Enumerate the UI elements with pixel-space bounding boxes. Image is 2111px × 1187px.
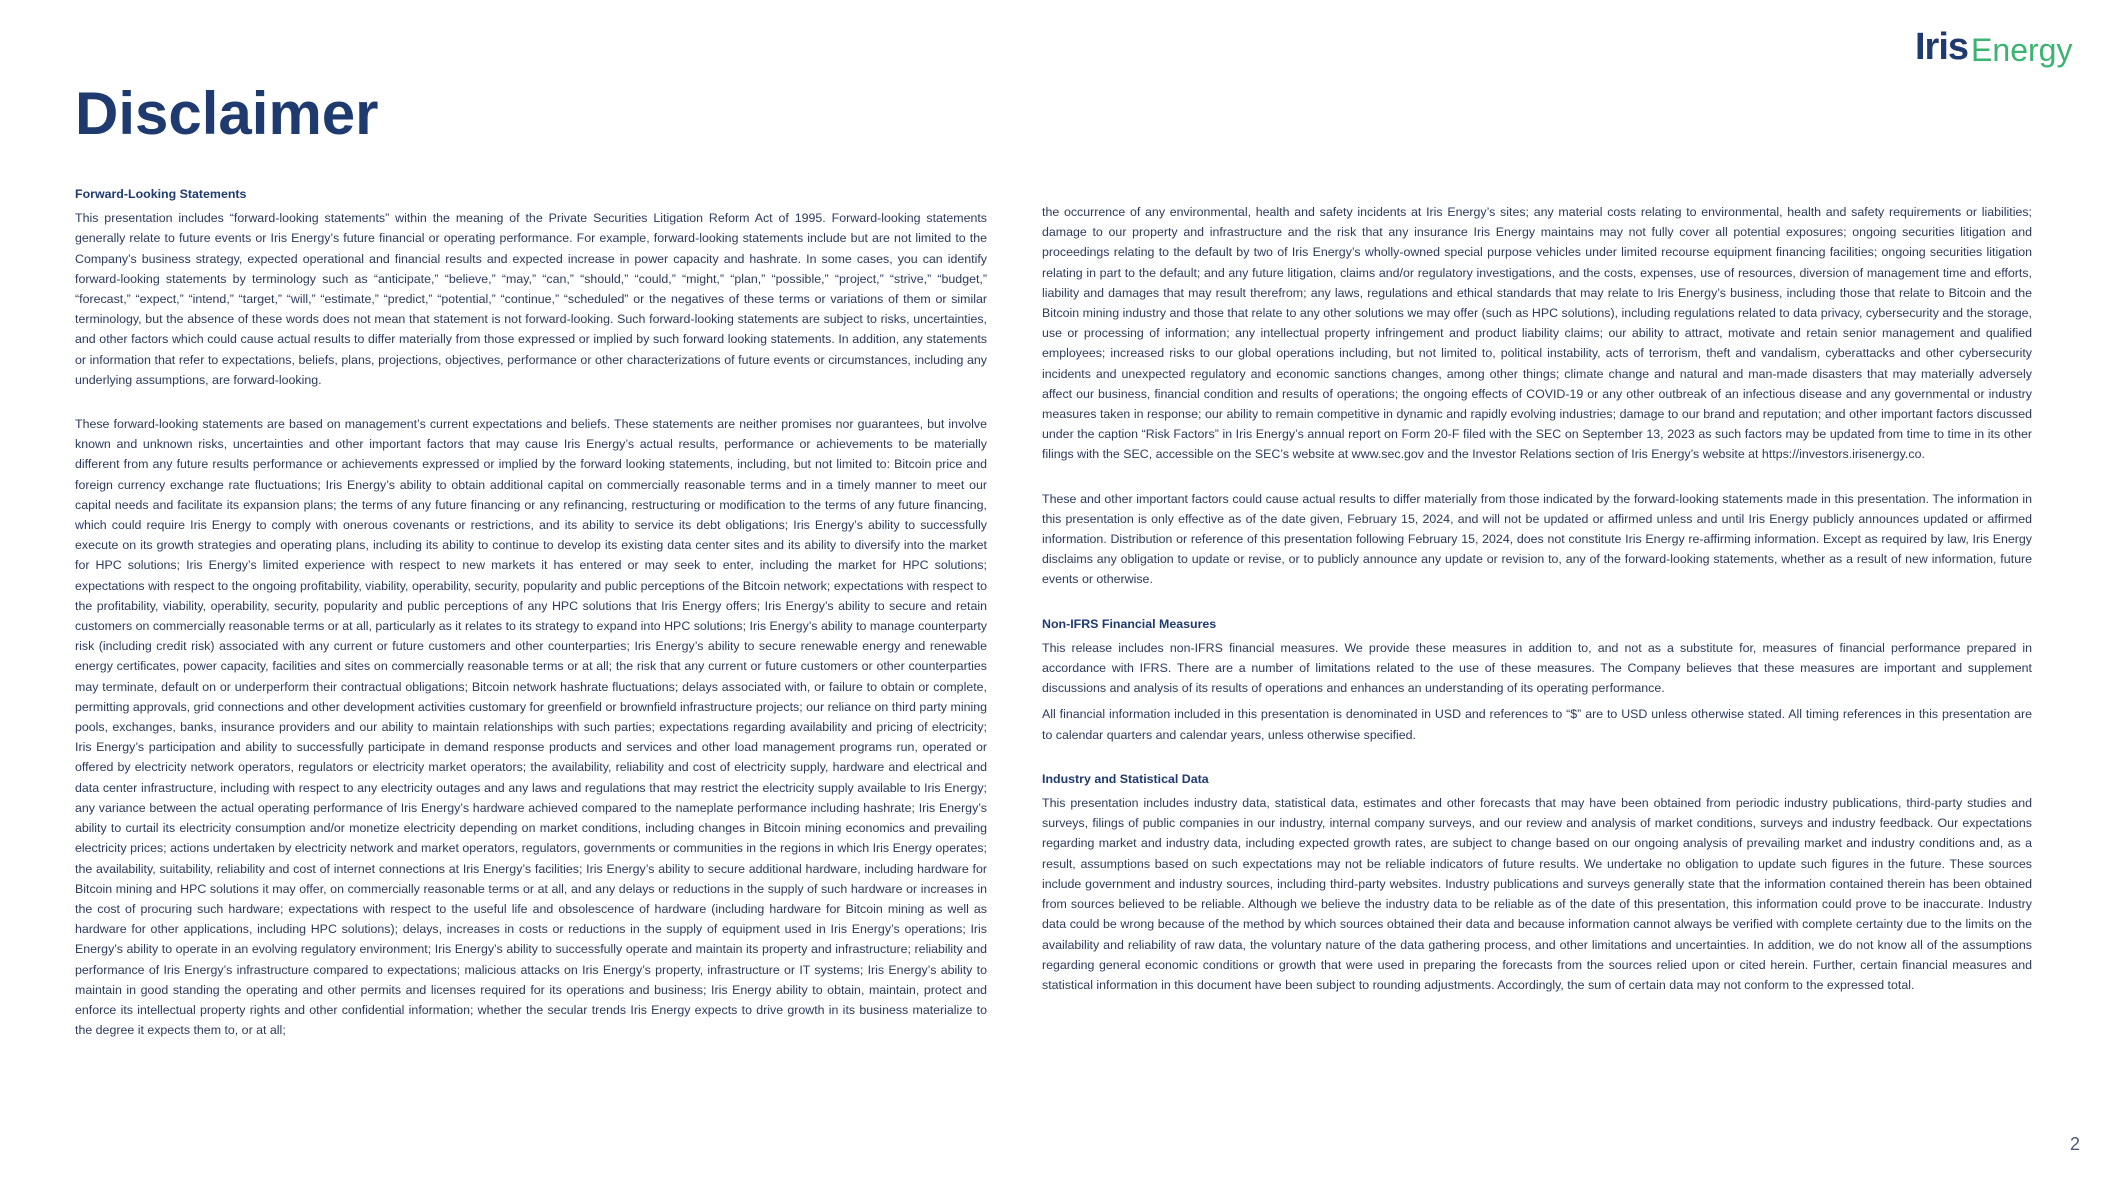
non-ifrs-heading: Non-IFRS Financial Measures xyxy=(1042,616,1217,631)
non-ifrs-paragraph: This release includes non-IFRS financial measures. We provide these measures in addition to, and not as a substitute for, measures of financial performance prepared in accordance with IFRS. There are a number of limitations related to the use of these measures. The Company believes that these measures are important and supplement discussions and analysis of its results of operations and enhances an understanding of its operating performance. xyxy=(1042,640,2032,696)
forward-looking-heading: Forward-Looking Statements xyxy=(75,187,247,201)
logo-iris-text: Iris xyxy=(1915,26,1969,68)
industry-data-heading: Industry and Statistical Data xyxy=(1042,771,1209,786)
logo-energy-text: Energy xyxy=(1971,32,2073,68)
iris-energy-logo xyxy=(1915,28,2085,66)
financial-info-paragraph: All financial information included in this presentation is denominated in USD and references to “$” are to USD unless otherwise stated. All timing references in this presentation are to calendar quarters and calendar years, unless otherwise specified. xyxy=(1042,707,2032,742)
right-column xyxy=(1042,202,2032,1019)
risk-factors-paragraph: the occurrence of any environmental, health and safety incidents at Iris Energy’s sites; any material costs relating to environmental, health and safety requirements or liabilities; damage to our property and infrastructure and the risk that any insurance Iris Energy maintains may not fully cover all potential exposures; ongoing securities litigation and proceedings relating to the default by two of Iris Energy’s wholly-owned special purpose vehicles under limited recourse equipment financing facilities; ongoing securities litigation relating in part to the default; and any future litigation, claims and/or regulatory investigations, and the costs, expenses, use of resources, diversion of management time and efforts, liability and damages that may result therefrom; any laws, regulations and ethical standards that may relate to Iris Energy’s business, including those that relate to Bitcoin and the Bitcoin mining industry and those that relate to any other solutions we may offer (such as HPC solutions), including regulations related to data privacy, cybersecurity and the storage, use or processing of information; any intellectual property infringement and product liability claims; our ability to attract, motivate and retain senior management and qualified employees; increased risks to our global operations including, but not limited to, political instability, acts of terrorism, theft and vandalism, cyberattacks and other cybersecurity incidents and unexpected regulatory and economic sanctions changes, among other things; climate change and natural and man-made disasters that may materially adversely affect our business, financial condition and results of operations; the ongoing effects of COVID-19 or any other outbreak of an infectious disease and any governmental or industry measures taken in response; our ability to remain competitive in dynamic and rapidly evolving industries; damage to our brand and reputation; and other important factors discussed under the caption “Risk Factors” in Iris Energy’s annual report on Form 20-F filed with the SEC on September 13, 2023 as such factors may be updated from time to time in its other filings with the SEC, accessible on the SEC’s website at www.sec.gov and the Investor Relations section of Iris Energy’s website at https://investors.irisenergy.co. xyxy=(1042,205,2032,462)
important-factors-paragraph: These and other important factors could cause actual results to differ materially from those indicated by the forward-looking statements made in this presentation. The information in this presentation is only effective as of the date given, February 15, 2024, and will not be updated or affirmed unless and until Iris Energy publicly announces updated or affirmed information. Distribution or reference of this presentation following February 15, 2024, does not constitute Iris Energy re-affirming information. Except as required by law, Iris Energy disclaims any obligation to update or revise, or to publicly announce any update or revision to, any of the forward-looking statements, whether as a result of new information, future events or otherwise. xyxy=(1042,491,2032,587)
forward-looking-paragraph-1: This presentation includes “forward-looking statements” within the meaning of the Private Securities Litigation Reform Act of 1995. Forward-looking statements generally relate to future events or Iris Energy’s future financial or operating performance. For example, forward-looking statements include but are not limited to the Company’s business strategy, expected operational and financial results and expected increase in power capacity and hashrate. In some cases, you can identify forward-looking statements by terminology such as “anticipate,” “believe,” “may,” “can,” “should,” “could,” “might,” “plan,” “possible,” “project,” “strive,” “budget,” “forecast,” “expect,” “intend,” “target,” “will,” “estimate,” “predict,” “potential,” “continue,” “scheduled” or the negatives of these terms or variations of them or similar terminology, but the absence of these words does not mean that statement is not forward-looking. Such forward-looking statements are subject to risks, uncertainties, and other factors which could cause actual results to differ materially from those expressed or implied by such forward looking statements. In addition, any statements or information that refer to expectations, beliefs, plans, projections, objectives, performance or other characterizations of future events or circumstances, including any underlying assumptions, are forward-looking. xyxy=(75,211,987,387)
page-title: Disclaimer xyxy=(75,80,379,147)
forward-looking-paragraph-2: These forward-looking statements are based on management’s current expectations and beliefs. These statements are neither promises nor guarantees, but involve known and unknown risks, uncertainties and other important factors that may cause Iris Energy’s actual results, performance or achievements to be materially different from any future results performance or achievements expressed or implied by the forward looking statements, including, but not limited to: Bitcoin price and foreign currency exchange rate fluctuations; Iris Energy’s ability to obtain additional capital on commercially reasonable terms and in a timely manner to meet our capital needs and facilitate its expansion plans; the terms of any future financing or any refinancing, restructuring or modification to the terms of any future financing, which could require Iris Energy to comply with onerous covenants or restrictions, and its ability to service its debt obligations; Iris Energy’s ability to successfully execute on its growth strategies and operating plans, including its ability to continue to develop its existing data center sites and its ability to diversify into the market for HPC solutions; Iris Energy’s limited experience with respect to new markets it has entered or may seek to enter, including the market for HPC solutions; expectations with respect to the ongoing profitability, viability, operability, security, popularity and public perceptions of the Bitcoin network; expectations with respect to the profitability, viability, operability, security, popularity and public perceptions of any HPC solutions that Iris Energy offers; Iris Energy’s ability to secure and retain customers on commercially reasonable terms or at all, particularly as it relates to its strategy to expand into HPC solutions; Iris Energy’s ability to manage counterparty risk (including credit risk) associated with any current or future customers and other counterparties; Iris Energy’s ability to secure renewable energy and renewable energy certificates, power capacity, facilities and sites on commercially reasonable terms or at all; the risk that any current or future customers or other counterparties may terminate, default on or underperform their contractual obligations; Bitcoin network hashrate fluctuations; delays associated with, or failure to obtain or complete, permitting approvals, grid connections and other development activities customary for greenfield or brownfield infrastructure projects; our reliance on third party mining pools, exchanges, banks, insurance providers and our ability to maintain relationships with such parties; expectations regarding availability and pricing of electricity; Iris Energy’s participation and ability to successfully participate in demand response products and services and other load management programs run, operated or offered by electricity network operators, regulators or electricity market operators; the availability, reliability and cost of electricity supply, hardware and electrical and data center infrastructure, including with respect to any electricity outages and any laws and regulations that may restrict the electricity supply available to Iris Energy; any variance between the actual operating performance of Iris Energy’s hardware achieved compared to the nameplate performance including hashrate; Iris Energy’s ability to curtail its electricity consumption and/or monetize electricity depending on market conditions, including changes in Bitcoin mining economics and prevailing electricity prices; actions undertaken by electricity network and market operators, regulators, governments or communities in the regions in which Iris Energy operates; the availability, suitability, reliability and cost of internet connections at Iris Energy’s facilities; Iris Energy’s ability to secure additional hardware, including hardware for Bitcoin mining and HPC solutions it may offer, on commercially reasonable terms or at all, and any delays or reductions in the supply of such hardware or increases in the cost of procuring such hardware; expectations with respect to the useful life and obsolescence of hardware (including hardware for Bitcoin mining as well as hardware for other applications, including HPC solutions); delays, increases in costs or reductions in the supply of equipment used in Iris Energy’s operations; Iris Energy’s ability to operate in an evolving regulatory environment; Iris Energy’s ability to successfully operate and maintain its property and infrastructure; reliability and performance of Iris Energy’s infrastructure compared to expectations; malicious attacks on Iris Energy’s property, infrastructure or IT systems; Iris Energy’s ability to maintain in good standing the operating and other permits and licenses required for its operations and business; Iris Energy ability to obtain, maintain, protect and enforce its intellectual property rights and other confidential information; whether the secular trends Iris Energy expects to drive growth in its business materialize to the degree it expects them to, or at all; xyxy=(75,417,987,1038)
page-number: 2 xyxy=(2070,1134,2081,1154)
industry-data-paragraph: This presentation includes industry data, statistical data, estimates and other forecasts that may have been obtained from periodic industry publications, third-party studies and surveys, filings of public companies in our industry, internal company surveys, and our review and analysis of market conditions, surveys and industry feedback. Our expectations regarding market and industry data, including expected growth rates, are subject to change based on our ongoing analysis of prevailing market and industry conditions and, as a result, assumptions based on such expectations may not be reliable indicators of future results. We undertake no obligation to update such figures in the future. These sources include government and industry sources, including third-party websites. Industry publications and surveys generally state that the information contained therein has been obtained from sources believed to be reliable. Although we believe the industry data to be reliable as of the date of this presentation, this information could prove to be inaccurate. Industry data could be wrong because of the method by which sources obtained their data and because information cannot always be verified with complete certainty due to the limits on the availability and reliability of raw data, the voluntary nature of the data gathering process, and other limitations and uncertainties. In addition, we do not know all of the assumptions regarding general economic conditions or growth that were used in preparing the forecasts from the sources relied upon or cited herein. Further, certain financial measures and statistical information in this document have been subject to rounding adjustments. Accordingly, the sum of certain data may not conform to the expressed total. xyxy=(1042,796,2032,992)
left-column xyxy=(75,184,987,1064)
